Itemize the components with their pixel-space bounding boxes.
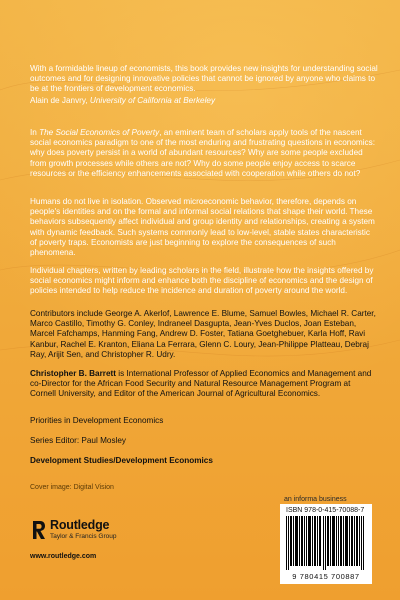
- endorsement-attribution: [30, 96, 378, 106]
- description-rest: , an eminent team of scholars apply tools of the nascent social economics paradigm to one of the most enduring and frustrating questions in economics: why does poverty persist in a world of abundant resources? Why are some people excluded from growth processes while others are not? Why do some people enjoy access to scarce resources or the efficiency enhancements associated with cooperation while others do not?: [30, 128, 375, 178]
- subject-category: Development Studies/Development Economics: [30, 456, 213, 465]
- author-bio-text: is International Professor of Applied Economics and Management and co-Director for the African Food Security and Natural Resource Management Program at Cornell University, and Editor of the American Journal of Agricultural Economics.: [30, 369, 372, 399]
- publisher-logo: [30, 518, 150, 573]
- series-name: Priorities in Development Economics: [30, 416, 164, 425]
- publisher-url: www.routledge.com: [30, 553, 97, 560]
- informa-tagline: an informa business: [284, 496, 347, 503]
- series-editor: Series Editor: Paul Mosley: [30, 436, 127, 445]
- publisher-group: Taylor & Francis Group: [50, 533, 117, 540]
- endorsement-affiliation: University of California at Berkeley: [89, 96, 216, 105]
- description-paragraph-3: Individual chapters, written by leading scholars in the field, illustrate how the insights offered by social economics might inform and enhance both the discipline of economics and the design of policies intended to help reduce the incidence and duration of poverty around the world.: [30, 266, 374, 296]
- author-name: Christopher B. Barrett: [30, 369, 116, 378]
- publisher-name: Routledge: [50, 518, 110, 532]
- description-paragraph-2: Humans do not live in isolation. Observed microeconomic behavior, therefore, depends on people's identities and on the formal and informal social relations that shape their world. These behaviors subsequently affect individual and group identity and relationships, creating a system with dynamic feedback. Such systems commonly lead to low-level, stable states characteristic of poverty traps. Economists are just beginning to explore the consequences of such phenomena.: [30, 197, 375, 258]
- author-bio: [30, 369, 378, 400]
- isbn-label: ISBN 978-0-415-70088-7: [286, 507, 365, 514]
- endorsement-quote: With a formidable lineup of economists, this book provides new insights for understanding social outcomes and for designing innovative policies that cannot be ignored by anyone who claims to be at the frontiers of development economics.: [30, 64, 378, 94]
- contributors-list: Contributors include George A. Akerlof, Lawrence E. Blume, Samuel Bowles, Michael R. Carter, Marco Castillo, Timothy G. Conley, Indraneel Dasgupta, Jean-Yves Duclos, Joan Esteban, Marcel Fafchamps, Hanming Fang, Andrew D. Foster, Tatiana Goetghebuer, Karla Hoff, Ravi Kanbur, Rachel E. Kranton, Eliana La Ferrara, Glenn C. Loury, Jean-Philippe Platteau, Debraj Ray, Arijit Sen, and Christopher R. Udry.: [30, 309, 376, 359]
- book-title: The Social Economics of Poverty: [39, 128, 160, 137]
- cover-image-credit: Cover image: Digital Vision: [30, 484, 114, 491]
- description-paragraph-1: [30, 128, 378, 179]
- routledge-logo-icon: [30, 520, 46, 540]
- isbn-barcode-box: [280, 504, 372, 584]
- barcode-number: 9 780415 700887: [292, 572, 360, 581]
- barcode-icon: [286, 516, 366, 570]
- endorsement-author: Alain de Janvry,: [30, 96, 90, 105]
- description-prefix: In: [30, 128, 40, 137]
